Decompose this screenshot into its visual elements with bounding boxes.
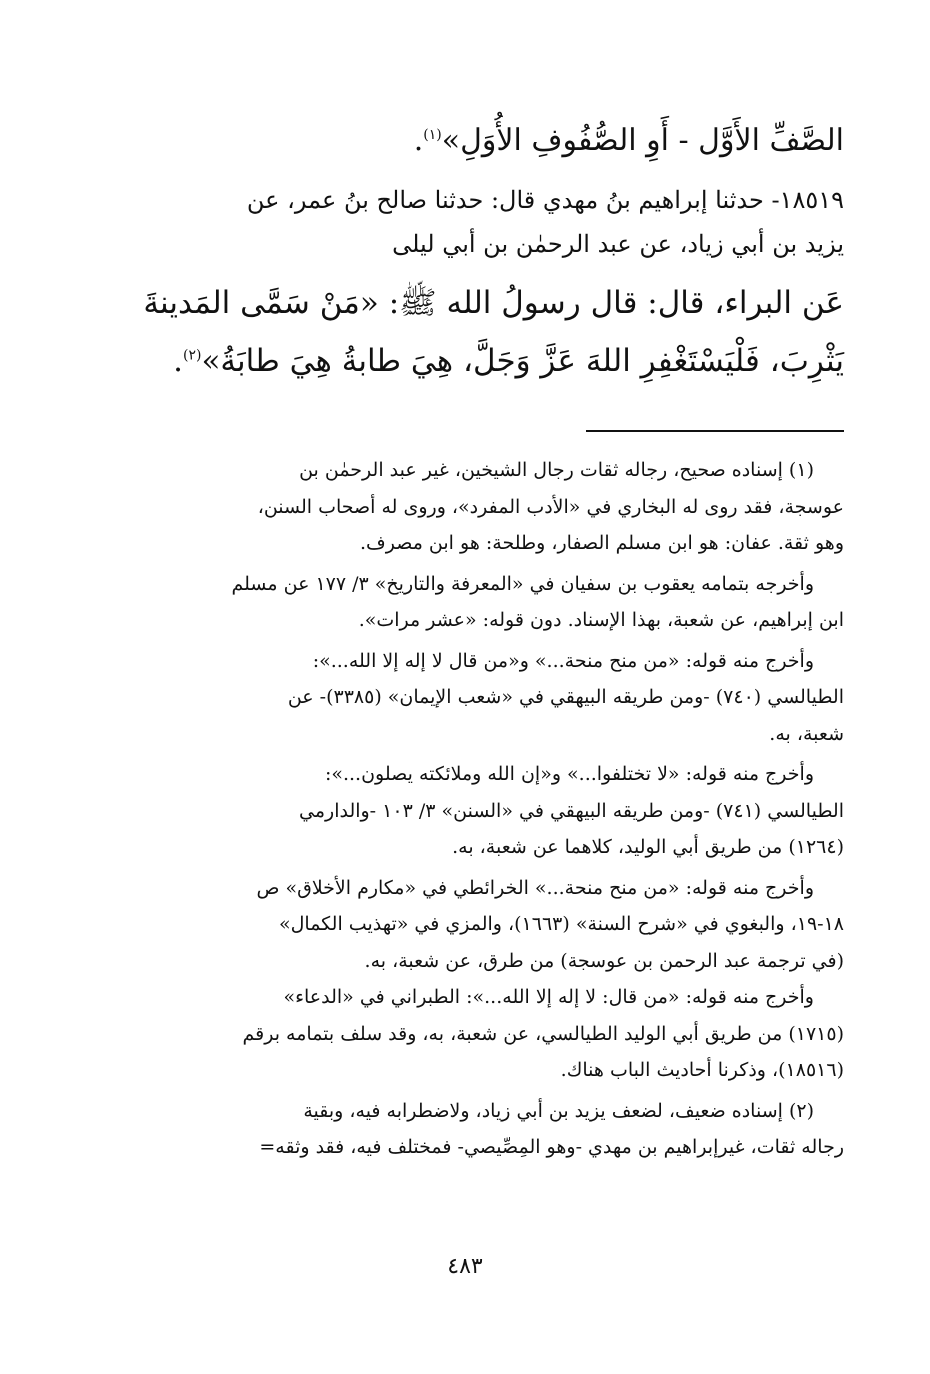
- footnote-1-para-5: [84, 870, 844, 980]
- main-line-1-end: .: [413, 123, 424, 158]
- footnote-line: (١٨٥١٦)، وذكرنا أحاديث الباب هناك.: [560, 1059, 844, 1081]
- footnote-marker-1: (١): [423, 127, 442, 143]
- footnote-1-para-1: [84, 452, 844, 562]
- footnote-line: الطيالسي (٧٤٠) -ومن طريقه البيهقي في «شعب الإيمان» (٣٣٨٥)- عن: [287, 686, 844, 708]
- footnote-1-para-6: [84, 979, 844, 1089]
- hadith-chain-line-2: يزيد بن أبي زياد، عن عبد الرحمٰن بن أبي ليلى: [392, 230, 844, 258]
- footnote-line: عوسجة، فقد روى له البخاري في «الأدب المفرد»، وروى له أصحاب السنن،: [257, 495, 844, 518]
- main-line-1: [84, 112, 844, 170]
- hadith-text-line-1: عَن البراء، قال: قال رسولُ الله ﷺ: «مَنْ سَمَّى المَدينةَ: [143, 285, 844, 321]
- footnote-1-para-3: [84, 643, 844, 753]
- footnote-line: وأخرج منه قوله: «من منح منحة...» الخرائطي في «مكارم الأخلاق» ص: [256, 876, 814, 899]
- footnotes: [84, 452, 844, 1166]
- page-number: ٤٨٣: [447, 1254, 483, 1279]
- hadith-chain-line-1: ١٨٥١٩- حدثنا إبراهيم بنُ مهدي قال: حدثنا صالح بنُ عمر، عن: [246, 186, 844, 214]
- footnote-line: رجاله ثقات، غيرإبراهيم بن مهدي -وهو المِصِّيصي- فمختلف فيه، فقد وثقه=: [259, 1136, 844, 1158]
- footnote-line: (١٧١٥) من طريق أبي الوليد الطيالسي، عن شعبة، به، وقد سلف بتمامه برقم: [242, 1022, 844, 1045]
- footnote-line: وهو ثقة. عفان: هو ابن مسلم الصفار، وطلحة: هو ابن مصرف.: [360, 532, 844, 554]
- footnote-line: الطيالسي (٧٤١) -ومن طريقه البيهقي في «السنن» ٣/ ١٠٣ -والدارمي: [299, 799, 844, 822]
- footnote-line: وأخرج منه قوله: «من منح منحة...» و«من قال لا إله إلا الله...»:: [312, 649, 814, 672]
- footnote-1-para-4: [84, 756, 844, 866]
- hadith-text: [84, 274, 844, 390]
- hadith-text-end: .: [173, 343, 183, 379]
- footnote-line: وأخرج منه قوله: «من قال: لا إله إلا الله...»: الطبراني في «الدعاء»: [283, 986, 814, 1008]
- footnote-separator: [586, 430, 844, 432]
- footnote-line: (في ترجمة عبد الرحمن بن عوسجة) من طرق، عن شعبة، به.: [364, 949, 844, 972]
- footnote-line: (١) إسناده صحيح، رجاله ثقات رجال الشيخين، غير عبد الرحمٰن بن: [299, 459, 814, 481]
- hadith-text-line-2: يَثْرِبَ، فَلْيَسْتَغْفِرِ اللهَ عَزَّ وَجَلَّ، هِيَ طابةُ هِيَ طابَةُ»: [201, 343, 844, 379]
- footnote-2: [84, 1093, 844, 1166]
- footnote-line: (١٢٦٤) من طريق أبي الوليد، كلاهما عن شعبة، به.: [452, 836, 844, 858]
- footnote-line: وأخرجه بتمامه يعقوب بن سفيان في «المعرفة والتاريخ» ٣/ ١٧٧ عن مسلم: [231, 572, 814, 595]
- footnote-line: شعبة، به.: [769, 722, 844, 745]
- main-line-1-text: الصَّفِّ الأَوَّل - أَوِ الصُّفُوفِ الأُوَلِ»: [441, 123, 844, 158]
- footnote-line: ابن إبراهيم، عن شعبة، بهذا الإسناد. دون قوله: «عشر مرات».: [358, 609, 844, 631]
- hadith-chain-paragraph: [84, 178, 844, 266]
- footnote-marker-2: (٢): [183, 347, 202, 364]
- footnote-line: وأخرج منه قوله: «لا تختلفوا...» و«إن الله وملائكته يصلون...»:: [324, 763, 814, 785]
- footnote-line: (٢) إسناده ضعيف، لضعف يزيد بن أبي زياد، ولاضطرابه فيه، وبقية: [303, 1099, 814, 1122]
- footnote-1-para-2: [84, 566, 844, 639]
- main-text: [84, 112, 844, 390]
- footnote-line: ١٨-١٩، والبغوي في «شرح السنة» (١٦٦٣)، والمزي في «تهذيب الكمال»: [278, 913, 844, 935]
